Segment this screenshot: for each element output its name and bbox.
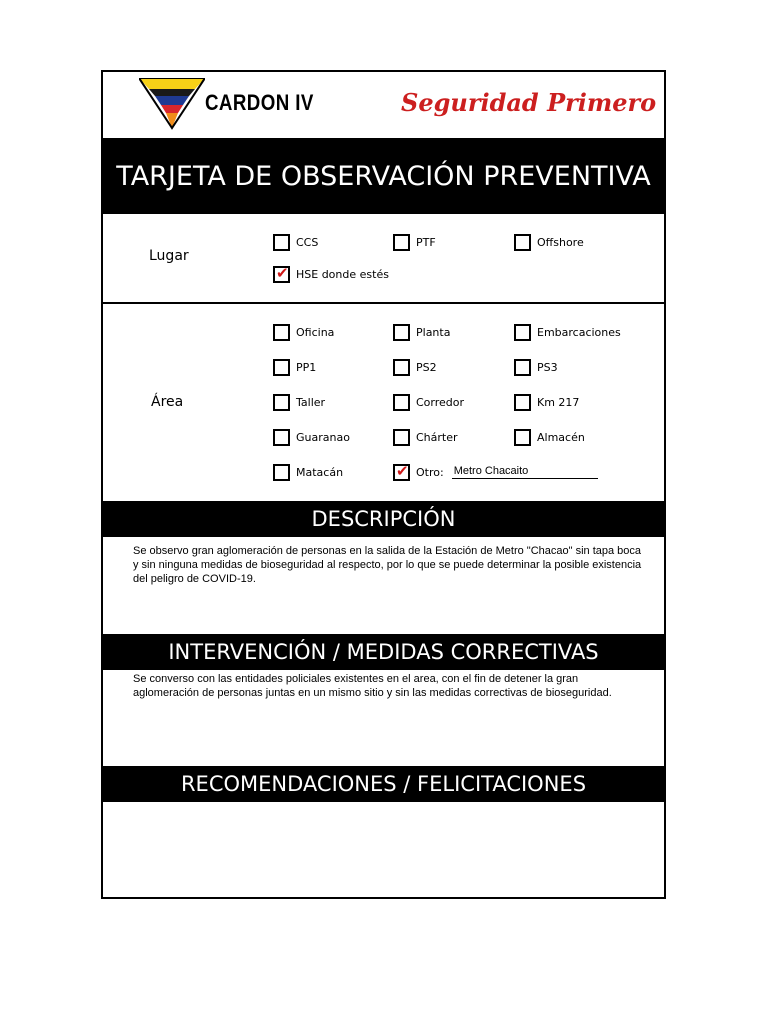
area-option-charter[interactable] (393, 428, 458, 446)
option-label: PS3 (537, 360, 558, 374)
intervencion-header: INTERVENCIÓN / MEDIDAS CORRECTIVAS (103, 634, 664, 670)
lugar-option-offshore[interactable] (514, 233, 584, 251)
checkbox[interactable] (514, 394, 531, 411)
checkbox[interactable] (393, 461, 410, 481)
checkbox[interactable] (273, 263, 290, 283)
area-option-guaranao[interactable] (273, 428, 350, 446)
slogan: Seguridad Primero (401, 88, 657, 117)
logo-blue-band (155, 96, 189, 105)
intervencion-text[interactable]: Se converso con las entidades policiales existentes en el area, con el fin de detener la gran aglomeración de personas juntas en un mismo sitio y sin las medidas correctivas de bioseguridad. (133, 673, 612, 699)
checkbox[interactable] (273, 359, 290, 376)
option-label: Otro: (416, 465, 444, 479)
lugar-option-ptf[interactable] (393, 233, 436, 251)
checkbox[interactable] (273, 394, 290, 411)
option-label: Guaranao (296, 430, 350, 444)
observation-card (101, 70, 666, 899)
area-label: Área (151, 394, 184, 410)
checkmark-icon: ✔ (276, 263, 289, 282)
recomendaciones-header: RECOMENDACIONES / FELICITACIONES (103, 766, 664, 802)
divider (103, 302, 664, 304)
card-title: TARJETA DE OBSERVACIÓN PREVENTIVA (103, 138, 664, 214)
area-option-embarcaciones[interactable] (514, 323, 621, 341)
area-option-pp1[interactable] (273, 358, 316, 376)
area-option-planta[interactable] (393, 323, 450, 341)
area-option-otro[interactable] (393, 463, 598, 481)
checkbox[interactable] (273, 429, 290, 446)
area-option-taller[interactable] (273, 393, 325, 411)
checkbox[interactable] (514, 429, 531, 446)
checkbox[interactable] (393, 324, 410, 341)
area-option-ps3[interactable] (514, 358, 558, 376)
checkbox[interactable] (514, 324, 531, 341)
option-label: Planta (416, 325, 451, 339)
checkbox[interactable] (393, 394, 410, 411)
lugar-option-ccs[interactable] (273, 233, 318, 251)
option-label: CCS (296, 235, 319, 249)
logo-yellow-band (139, 78, 205, 89)
lugar-label: Lugar (149, 248, 189, 264)
area-option-oficina[interactable] (273, 323, 334, 341)
checkbox[interactable] (273, 464, 290, 481)
cardon-logo (139, 78, 205, 130)
recomendaciones-text[interactable] (133, 808, 643, 888)
option-label: Chárter (416, 430, 458, 444)
option-label: Taller (296, 395, 326, 409)
option-label: HSE donde estés (296, 267, 389, 281)
area-option-corredor[interactable] (393, 393, 464, 411)
logo-red-band (161, 105, 183, 113)
checkbox[interactable] (273, 324, 290, 341)
option-label: PS2 (416, 360, 437, 374)
other-value-field[interactable]: Metro Chacaito (452, 465, 598, 479)
area-option-km-217[interactable] (514, 393, 579, 411)
descripcion-text[interactable]: Se observo gran aglomeración de personas en la salida de la Estación de Metro "Chacao" sin tapa boca y sin ninguna medidas de bioseguridad al respecto, por lo que se puede determinar la posible existencia del peligro de COVID-19. (133, 545, 642, 585)
option-label: Offshore (537, 235, 584, 249)
logo-dark-band (149, 89, 195, 96)
checkbox[interactable] (514, 359, 531, 376)
checkbox[interactable] (393, 429, 410, 446)
option-label: Oficina (296, 325, 335, 339)
checkmark-icon: ✔ (396, 461, 409, 480)
descripcion-header: DESCRIPCIÓN (103, 501, 664, 537)
checkbox[interactable] (273, 234, 290, 251)
checkbox[interactable] (514, 234, 531, 251)
area-option-ps2[interactable] (393, 358, 437, 376)
option-label: PTF (416, 235, 436, 249)
card-header (103, 72, 664, 138)
checkbox[interactable] (393, 359, 410, 376)
option-label: PP1 (296, 360, 317, 374)
checkbox[interactable] (393, 234, 410, 251)
option-label: Matacán (296, 465, 344, 479)
option-label: Almacén (537, 430, 585, 444)
area-option-matacan[interactable] (273, 463, 343, 481)
lugar-option-hse-donde-estes[interactable] (273, 265, 389, 283)
area-option-almacen[interactable] (514, 428, 585, 446)
option-label: Embarcaciones (537, 325, 621, 339)
option-label: Km 217 (537, 395, 580, 409)
option-label: Corredor (416, 395, 465, 409)
brand-name: CARDON IV (205, 90, 314, 115)
